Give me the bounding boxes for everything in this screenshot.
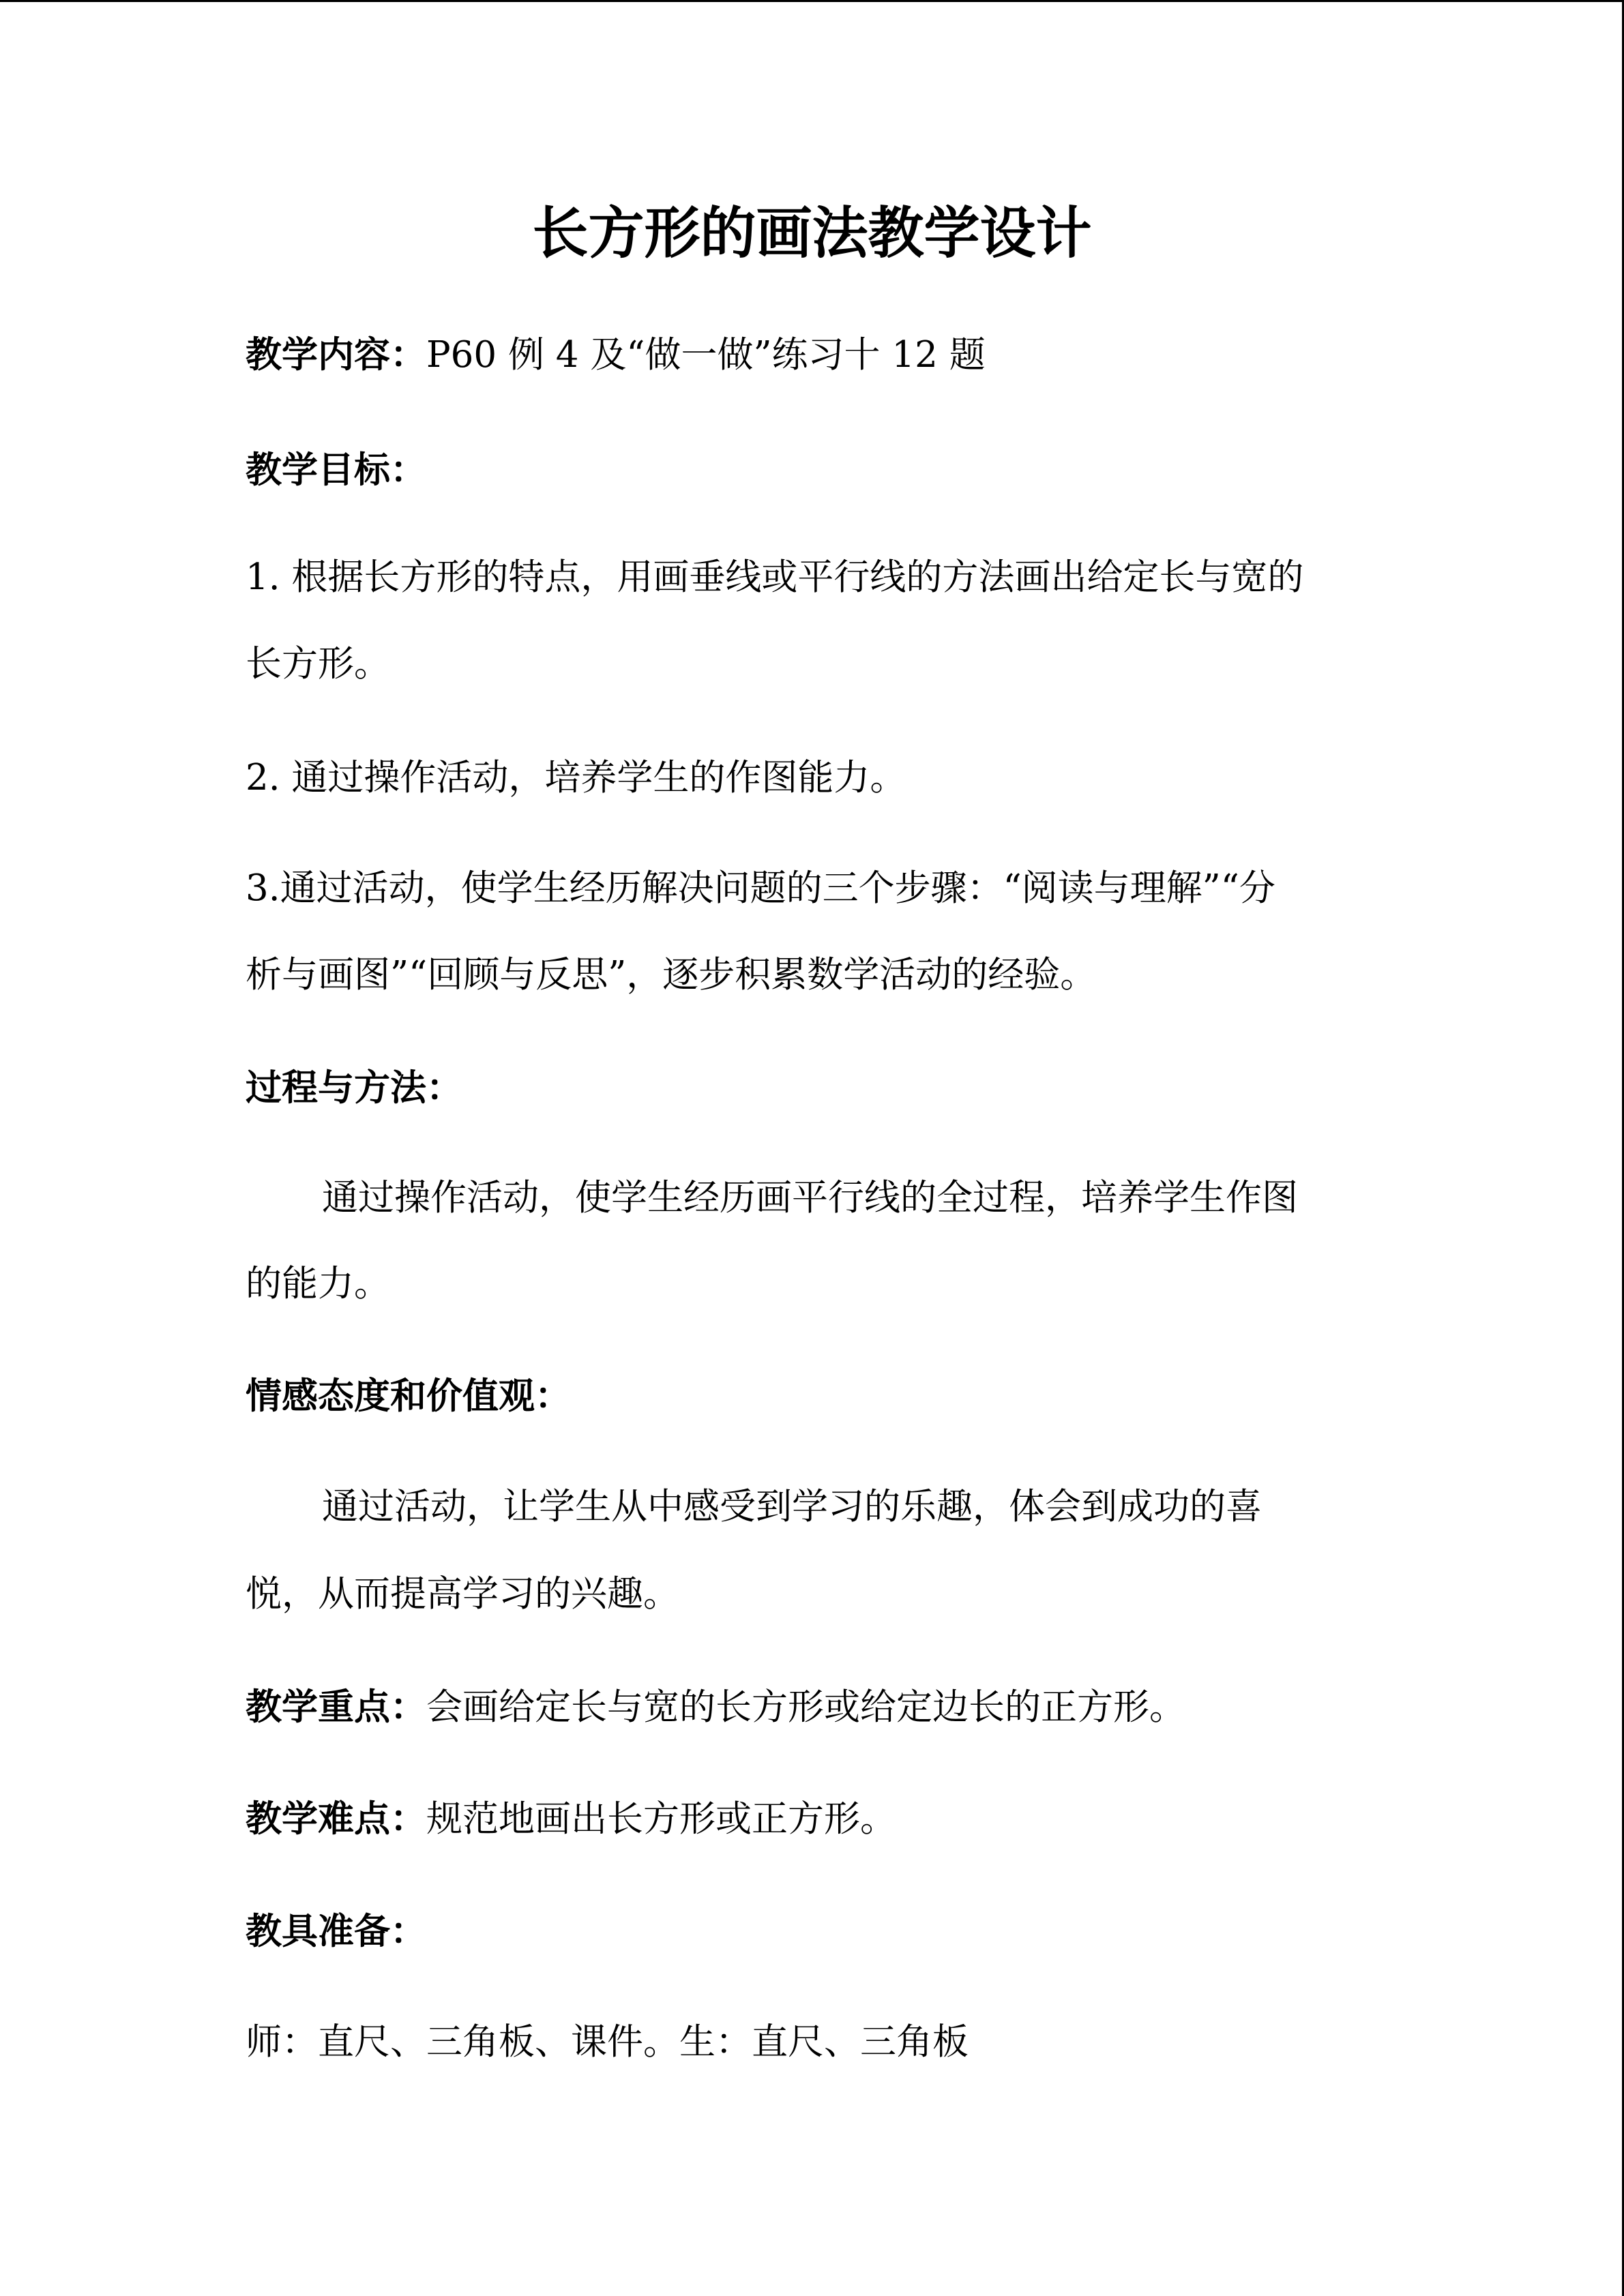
key-point-text: 会画给定长与宽的长方形或给定边长的正方形。 bbox=[426, 1686, 1185, 1728]
process-line-1: 通过操作活动，使学生经历画平行线的全过程，培养学生作图 bbox=[322, 1177, 1298, 1219]
tools-heading: 教具准备： bbox=[246, 1911, 426, 1952]
tools-text: 师：直尺、三角板、课件。生：直尺、三角板 bbox=[246, 2021, 969, 2063]
emotion-line-1: 通过活动，让学生从中感受到学习的乐趣，体会到成功的喜 bbox=[322, 1486, 1262, 1527]
teaching-content-line bbox=[246, 331, 986, 379]
objective-2: 2. 通过操作活动，培养学生的作图能力。 bbox=[246, 757, 906, 799]
key-point-label: 教学重点： bbox=[246, 1686, 426, 1728]
objective-1-line-1: 1. 根据长方形的特点，用画垂线或平行线的方法画出给定长与宽的 bbox=[246, 556, 1304, 598]
teaching-content-text: P60 例 4 及“做一做”练习十 12 题 bbox=[426, 334, 986, 376]
document-title: 长方形的画法教学设计 bbox=[532, 201, 1092, 266]
difficulty-line bbox=[246, 1795, 896, 1843]
process-line-2: 的能力。 bbox=[246, 1263, 390, 1304]
difficulty-text: 规范地画出长方形或正方形。 bbox=[426, 1798, 896, 1840]
objectives-heading: 教学目标： bbox=[246, 449, 426, 491]
emotion-line-2: 悦，从而提高学习的兴趣。 bbox=[246, 1573, 679, 1615]
difficulty-label: 教学难点： bbox=[246, 1798, 426, 1840]
objective-1-line-2: 长方形。 bbox=[246, 643, 390, 685]
objective-3-line-1: 3.通过活动，使学生经历解决问题的三个步骤：“阅读与理解”“分 bbox=[246, 867, 1275, 909]
teaching-content-label: 教学内容： bbox=[246, 334, 426, 376]
key-point-line bbox=[246, 1684, 1185, 1731]
process-heading: 过程与方法： bbox=[246, 1067, 462, 1109]
objective-3-line-2: 析与画图”“回顾与反思”，逐步积累数学活动的经验。 bbox=[246, 954, 1097, 996]
emotion-heading: 情感态度和价值观： bbox=[246, 1375, 571, 1417]
